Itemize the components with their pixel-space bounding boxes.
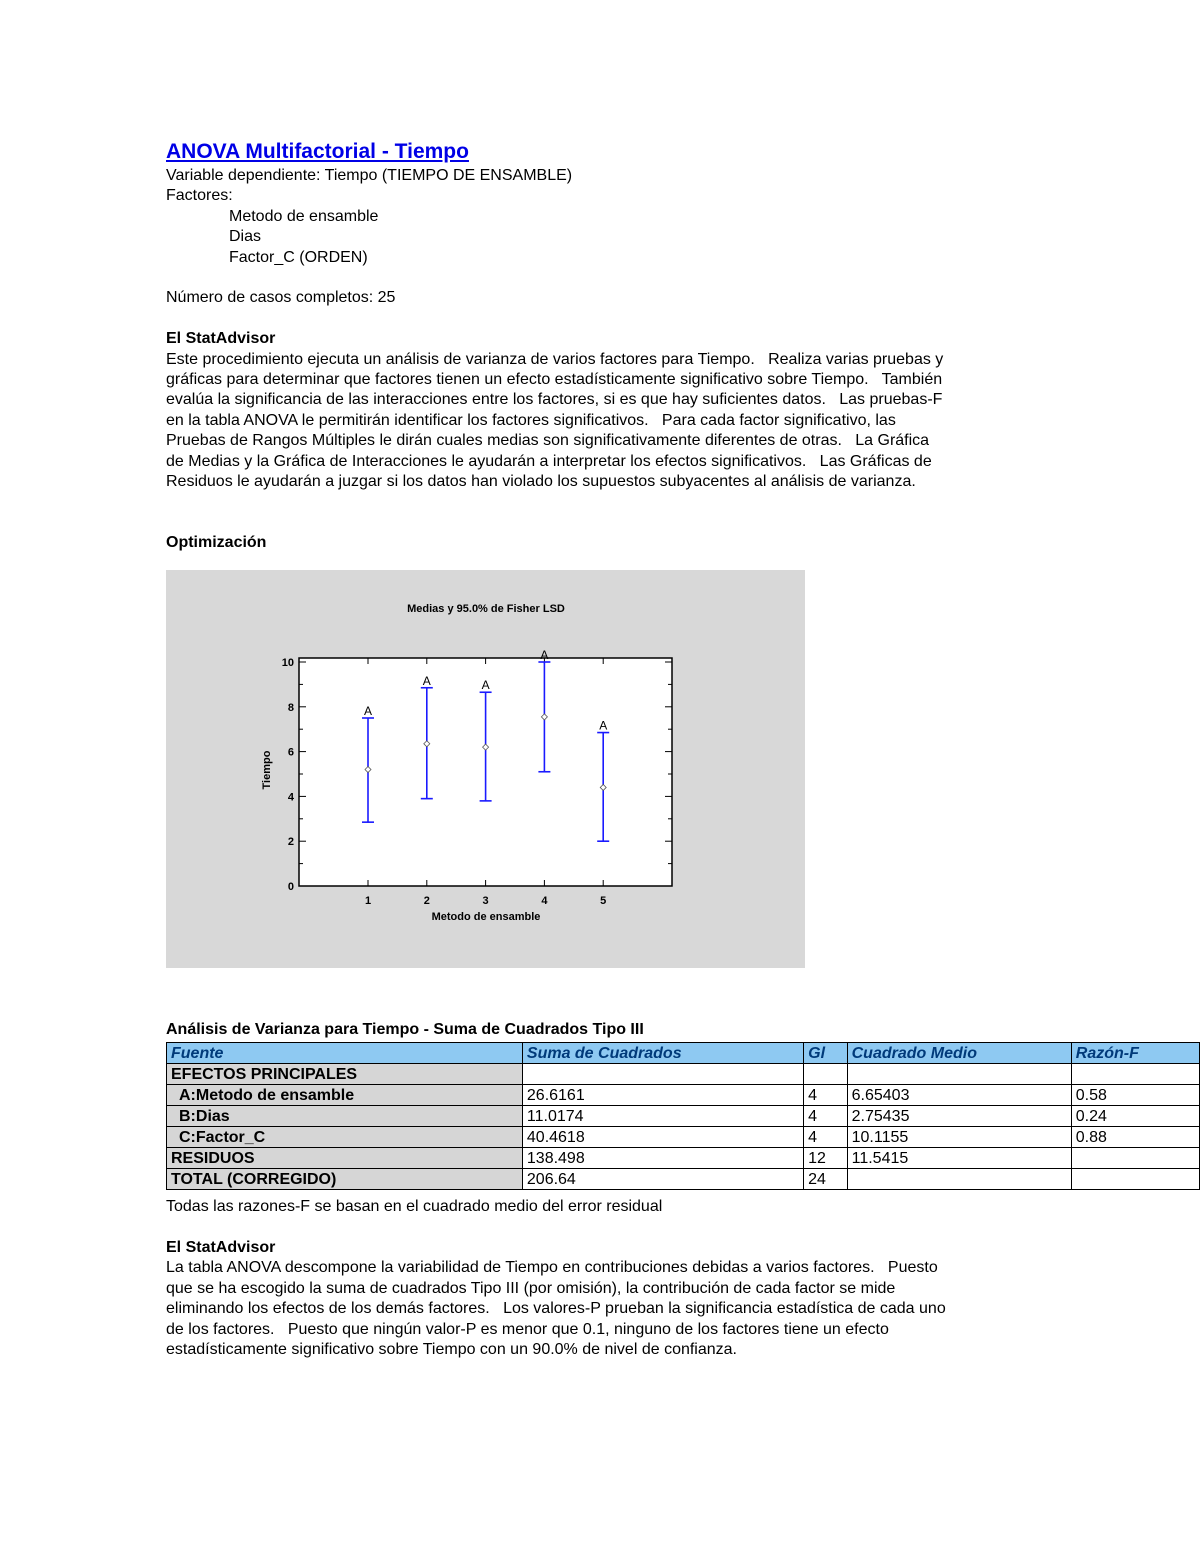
anova-title: Análisis de Varianza para Tiempo - Suma de Cuadrados Tipo III [166,1021,644,1038]
table-row [167,1169,1200,1190]
group-label: A [363,704,373,718]
statadvisor-heading: El StatAdvisor [166,1239,276,1256]
statadvisor-line: gráficas para determinar que factores tienen un efecto estadísticamente significativo sobre Tiempo. También [166,371,943,389]
report-title[interactable]: ANOVA Multifactorial - Tiempo [166,140,469,163]
statadvisor-line: eliminando los efectos de los demás factores. Los valores-P prueban la significancia estadística de cada uno [166,1300,946,1318]
df-cell: 4 [804,1106,847,1127]
x-tick-label: 2 [423,895,430,907]
f-cell [1071,1169,1199,1190]
df-cell: 4 [804,1127,847,1148]
statadvisor-paragraph [166,350,1036,493]
y-tick-label: 6 [287,746,294,759]
anova-note: Todas las razones-F se basan en el cuadrado medio del error residual [166,1198,663,1215]
statadvisor-line: Este procedimiento ejecuta un análisis de varianza de varios factores para Tiempo. Realiza varias pruebas y [166,350,944,368]
header-suma: Suma de Cuadrados [522,1043,803,1064]
ms-cell [847,1169,1071,1190]
x-tick-label: 1 [364,895,372,907]
x-axis-label: Metodo de ensamble [431,911,541,923]
y-tick-label: 0 [287,881,294,893]
group-label: A [540,648,549,662]
f-cell: 0.88 [1071,1127,1199,1148]
statadvisor-line: de Medias y la Gráfica de Interacciones le ayudarán a interpretar los efectos significativos. Las Gráficas de [166,452,932,470]
group-label: A [481,678,490,693]
f-cell: 0.58 [1071,1085,1199,1106]
source-cell: C:Factor_C [167,1127,523,1148]
table-row [167,1127,1200,1148]
header-razon: Razón-F [1071,1043,1199,1064]
ss-cell: 40.4618 [522,1127,803,1148]
header-gl: Gl [804,1043,847,1064]
y-tick-label: 10 [281,657,294,669]
ss-cell: 26.6161 [522,1085,803,1106]
x-tick-label: 3 [482,895,489,907]
header-fuente: Fuente [167,1043,523,1064]
statadvisor-line: evalúa la significancia de las interacciones entre los factores, si es que hay suficientes datos. Las pruebas-F [166,391,943,409]
y-tick-label: 8 [287,701,294,714]
group-label: A [422,673,431,688]
statadvisor-line: La tabla ANOVA descompone la variabilidad de Tiempo en contribuciones debidas a varios factores. Puesto [166,1259,938,1277]
table-row [167,1106,1200,1127]
statadvisor-line: de los factores. Puesto que ningún valor-P es menor que 0.1, ninguno de los factores tiene un efecto [166,1320,889,1338]
anova-table [166,1042,1200,1190]
x-tick-label: 5 [600,895,607,907]
complete-cases: Número de casos completos: 25 [166,289,396,307]
chart-title: Medias y 95.0% de Fisher LSD [407,603,565,615]
ms-cell [847,1064,1071,1085]
statadvisor-line: que se ha escogido la suma de cuadrados Tipo III (por omisión), la contribución de cada factor se mide [166,1279,896,1297]
factors-label: Factores: [166,187,233,205]
df-cell [804,1064,847,1085]
x-tick-label: 4 [541,895,548,907]
report-header [166,138,1200,554]
ss-cell: 206.64 [522,1169,803,1190]
statadvisor-heading: El StatAdvisor [166,330,276,348]
ss-cell: 138.498 [522,1148,803,1169]
source-cell: TOTAL (CORREGIDO) [167,1169,523,1190]
factor-item: Metodo de ensamble [229,207,379,225]
y-axis-label: Tiempo [261,750,273,790]
table-row [167,1064,1200,1085]
df-cell: 12 [804,1148,847,1169]
df-cell: 4 [804,1085,847,1106]
statadvisor-line: Residuos le ayudarán a juzgar si los datos han violado los supuestos subyacentes al análisis de varianza. [166,473,916,491]
f-cell: 0.24 [1071,1106,1199,1127]
source-cell: RESIDUOS [167,1148,523,1169]
statadvisor-2 [166,1238,1046,1360]
ss-cell [522,1064,803,1085]
ss-cell: 11.0174 [522,1106,803,1127]
source-cell: EFECTOS PRINCIPALES [167,1064,523,1085]
df-cell: 24 [804,1169,847,1190]
means-chart-svg [166,570,805,968]
y-tick-label: 4 [287,791,294,804]
f-cell [1071,1148,1199,1169]
f-cell [1071,1064,1199,1085]
statadvisor-line: en la tabla ANOVA le permitirán identificar los factores significativos. Para cada factor significativo, las [166,411,896,429]
source-cell: B:Dias [167,1106,523,1127]
group-label: A [599,718,608,733]
statadvisor-line: estadísticamente significativo sobre Tiempo con un 90.0% de nivel de confianza. [166,1341,737,1359]
table-row [167,1085,1200,1106]
ms-cell: 10.1155 [847,1127,1071,1148]
source-cell: A:Metodo de ensamble [167,1085,523,1106]
ms-cell: 11.5415 [847,1148,1071,1169]
dependent-variable: Variable dependiente: Tiempo (TIEMPO DE ENSAMBLE) [166,167,573,184]
statadvisor-line: Pruebas de Rangos Múltiples le dirán cuales medias son significativamente diferentes de otras. La Gráfica [166,432,930,450]
factor-item: Dias [229,228,262,246]
header-cuadrado: Cuadrado Medio [847,1043,1071,1064]
factor-item: Factor_C (ORDEN) [229,248,368,266]
anova-header-row [167,1043,1200,1064]
table-row [167,1148,1200,1169]
means-chart [166,570,805,968]
ms-cell: 6.65403 [847,1085,1071,1106]
ms-cell: 2.75435 [847,1106,1071,1127]
optimization-heading: Optimización [166,534,267,552]
y-tick-label: 2 [287,836,294,849]
